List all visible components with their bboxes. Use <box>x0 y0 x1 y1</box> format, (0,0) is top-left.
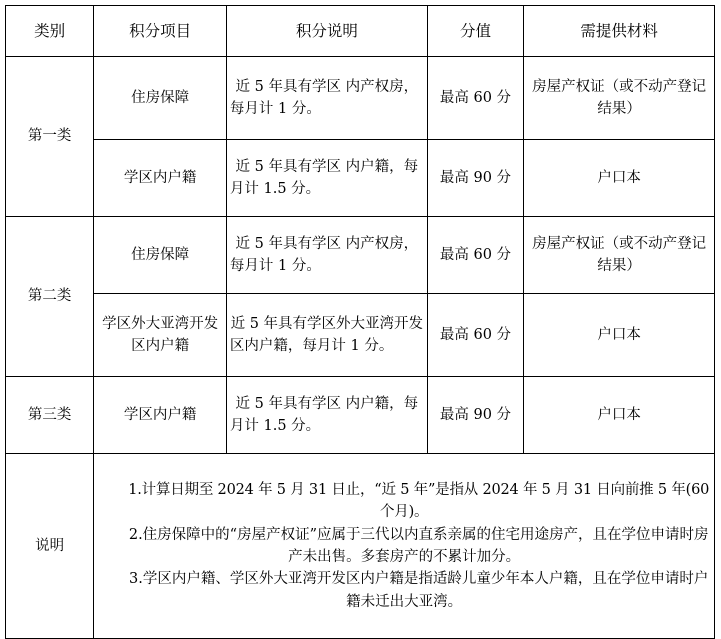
note-paragraph-2: 2.住房保障中的“房屋产权证”应属于三代以内直系亲属的住宅用途房产，且在学位申请时房产未出售。多套房产的不累计加分。 <box>128 526 709 565</box>
cell-value: 最高 90 分 <box>427 140 523 217</box>
column-header-item: 积分项目 <box>94 6 227 57</box>
note-paragraph-1: 1.计算日期至 2024 年 5 月 31 日止，“近 5 年”是指从 2024 年 5 月 31 日向前推 5 年(60 个月)。 <box>128 481 710 521</box>
cell-note-label: 说明 <box>6 454 94 639</box>
cell-category: 第一类 <box>6 57 94 217</box>
table-row <box>6 217 715 294</box>
table-note-row <box>6 454 715 639</box>
table-body <box>6 57 715 639</box>
column-header-category: 类别 <box>6 6 94 57</box>
note-paragraph-3: 3.学区内户籍、学区外大亚湾开发区内户籍是指适龄儿童少年本人户籍，且在学位申请时户籍未迁出大亚湾。 <box>129 571 709 610</box>
table-row <box>6 57 715 140</box>
column-header-description: 积分说明 <box>226 6 427 57</box>
cell-description: 近 5 年具有学区外大亚湾开发区内户籍，每月计 1 分。 <box>226 294 427 377</box>
cell-value: 最高 90 分 <box>427 377 523 454</box>
cell-material: 户口本 <box>524 294 715 377</box>
cell-description: 近 5 年具有学区 内户籍，每月计 1.5 分。 <box>226 377 427 454</box>
cell-material: 户口本 <box>524 377 715 454</box>
cell-description: 近 5 年具有学区 内户籍，每月计 1.5 分。 <box>226 140 427 217</box>
table-row <box>6 377 715 454</box>
table-header-row <box>6 6 715 57</box>
column-header-value: 分值 <box>427 6 523 57</box>
cell-item: 住房保障 <box>94 217 227 294</box>
cell-value: 最高 60 分 <box>427 217 523 294</box>
cell-description: 近 5 年具有学区 内产权房，每月计 1 分。 <box>226 217 427 294</box>
cell-item: 学区内户籍 <box>94 377 227 454</box>
cell-item: 学区外大亚湾开发区内户籍 <box>94 294 227 377</box>
cell-value: 最高 60 分 <box>427 57 523 140</box>
table-row <box>6 294 715 377</box>
cell-category: 第二类 <box>6 217 94 377</box>
cell-item: 住房保障 <box>94 57 227 140</box>
cell-material: 房屋产权证（或不动产登记结果） <box>524 217 715 294</box>
cell-description: 近 5 年具有学区 内产权房，每月计 1 分。 <box>226 57 427 140</box>
cell-value: 最高 60 分 <box>427 294 523 377</box>
column-header-material: 需提供材料 <box>524 6 715 57</box>
table-header <box>6 6 715 57</box>
cell-material: 户口本 <box>524 140 715 217</box>
cell-material: 房屋产权证（或不动产登记结果） <box>524 57 715 140</box>
cell-item: 学区内户籍 <box>94 140 227 217</box>
cell-note-body <box>94 454 715 639</box>
table-row <box>6 140 715 217</box>
points-table <box>5 5 715 639</box>
cell-category: 第三类 <box>6 377 94 454</box>
